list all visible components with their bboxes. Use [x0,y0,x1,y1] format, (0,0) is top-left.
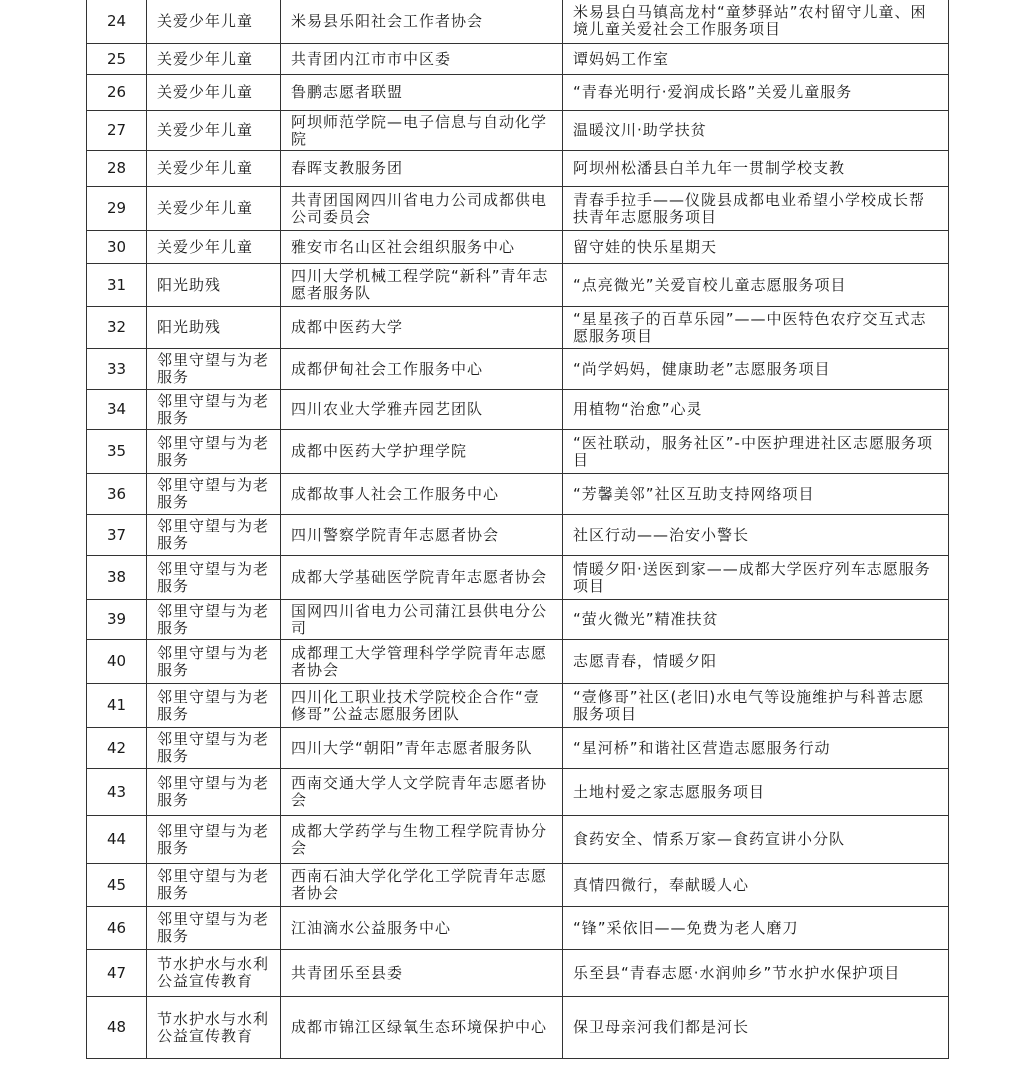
project-cell: 土地村爱之家志愿服务项目 [563,769,949,816]
category-cell: 邻里守望与为老服务 [147,390,281,430]
row-number: 40 [87,640,147,684]
row-number: 36 [87,474,147,515]
category-cell: 邻里守望与为老服务 [147,816,281,864]
row-number: 25 [87,44,147,75]
project-cell: 志愿青春，情暖夕阳 [563,640,949,684]
organization-cell: 四川农业大学雅卉园艺团队 [281,390,563,430]
organization-cell: 国网四川省电力公司蒲江县供电分公司 [281,600,563,640]
category-cell: 关爱少年儿童 [147,231,281,264]
table-row [87,349,949,390]
row-number: 39 [87,600,147,640]
table-row [87,430,949,474]
project-cell: 保卫母亲河我们都是河长 [563,997,949,1059]
table-row [87,864,949,907]
category-cell: 关爱少年儿童 [147,44,281,75]
organization-cell: 阿坝师范学院—电子信息与自动化学院 [281,111,563,151]
organization-cell: 四川警察学院青年志愿者协会 [281,515,563,556]
organization-cell: 共青团乐至县委 [281,950,563,997]
project-table [86,0,949,1059]
table-row [87,111,949,151]
project-cell: 谭妈妈工作室 [563,44,949,75]
category-cell: 邻里守望与为老服务 [147,474,281,515]
row-number: 32 [87,307,147,349]
row-number: 38 [87,556,147,600]
row-number: 30 [87,231,147,264]
category-cell: 节水护水与水利公益宣传教育 [147,997,281,1059]
table-row [87,907,949,950]
table-row [87,474,949,515]
row-number: 46 [87,907,147,950]
table-row [87,307,949,349]
project-cell: “青春光明行·爱润成长路”关爱儿童服务 [563,75,949,111]
category-cell: 邻里守望与为老服务 [147,864,281,907]
organization-cell: 雅安市名山区社会组织服务中心 [281,231,563,264]
table-body [87,0,949,1059]
category-cell: 邻里守望与为老服务 [147,728,281,769]
project-cell: 留守娃的快乐星期天 [563,231,949,264]
organization-cell: 江油滴水公益服务中心 [281,907,563,950]
category-cell: 邻里守望与为老服务 [147,556,281,600]
row-number: 33 [87,349,147,390]
organization-cell: 鲁鹏志愿者联盟 [281,75,563,111]
table-row [87,0,949,44]
category-cell: 阳光助残 [147,307,281,349]
category-cell: 关爱少年儿童 [147,151,281,187]
organization-cell: 四川大学机械工程学院“新科”青年志愿者服务队 [281,264,563,307]
category-cell: 邻里守望与为老服务 [147,684,281,728]
row-number: 43 [87,769,147,816]
organization-cell: 西南交通大学人文学院青年志愿者协会 [281,769,563,816]
table-row [87,556,949,600]
table-row [87,816,949,864]
category-cell: 关爱少年儿童 [147,0,281,44]
row-number: 45 [87,864,147,907]
row-number: 24 [87,0,147,44]
project-cell: “萤火微光”精准扶贫 [563,600,949,640]
row-number: 27 [87,111,147,151]
table-row [87,231,949,264]
category-cell: 邻里守望与为老服务 [147,640,281,684]
row-number: 34 [87,390,147,430]
organization-cell: 四川大学“朝阳”青年志愿者服务队 [281,728,563,769]
organization-cell: 春晖支教服务团 [281,151,563,187]
table-row [87,264,949,307]
category-cell: 邻里守望与为老服务 [147,907,281,950]
table-row [87,950,949,997]
row-number: 28 [87,151,147,187]
category-cell: 关爱少年儿童 [147,75,281,111]
table-row [87,997,949,1059]
project-cell: 青春手拉手——仪陇县成都电业希望小学校成长帮扶青年志愿服务项目 [563,187,949,231]
row-number: 47 [87,950,147,997]
table-row [87,44,949,75]
organization-cell: 西南石油大学化学化工学院青年志愿者协会 [281,864,563,907]
row-number: 37 [87,515,147,556]
row-number: 31 [87,264,147,307]
table-row [87,600,949,640]
project-cell: 温暖汶川·助学扶贫 [563,111,949,151]
organization-cell: 成都理工大学管理科学学院青年志愿者协会 [281,640,563,684]
organization-cell: 成都大学基础医学院青年志愿者协会 [281,556,563,600]
project-cell: 阿坝州松潘县白羊九年一贯制学校支教 [563,151,949,187]
project-cell: 用植物“治愈”心灵 [563,390,949,430]
category-cell: 邻里守望与为老服务 [147,769,281,816]
table-row [87,515,949,556]
project-cell: “壹修哥”社区(老旧)水电气等设施维护与科普志愿服务项目 [563,684,949,728]
organization-cell: 成都市锦江区绿氧生态环境保护中心 [281,997,563,1059]
row-number: 29 [87,187,147,231]
category-cell: 关爱少年儿童 [147,187,281,231]
row-number: 44 [87,816,147,864]
table-row [87,769,949,816]
project-cell: 真情四微行，奉献暖人心 [563,864,949,907]
category-cell: 邻里守望与为老服务 [147,600,281,640]
organization-cell: 共青团国网四川省电力公司成都供电公司委员会 [281,187,563,231]
project-cell: “星星孩子的百草乐园”——中医特色农疗交互式志愿服务项目 [563,307,949,349]
organization-cell: 成都中医药大学护理学院 [281,430,563,474]
table-row [87,75,949,111]
table-row [87,390,949,430]
organization-cell: 成都大学药学与生物工程学院青协分会 [281,816,563,864]
table-row [87,187,949,231]
table-row [87,684,949,728]
table-row [87,728,949,769]
project-cell: “医社联动，服务社区”-中医护理进社区志愿服务项目 [563,430,949,474]
organization-cell: 成都故事人社会工作服务中心 [281,474,563,515]
project-cell: “星河桥”和谐社区营造志愿服务行动 [563,728,949,769]
project-cell: 乐至县“青春志愿·水润帅乡”节水护水保护项目 [563,950,949,997]
category-cell: 邻里守望与为老服务 [147,349,281,390]
project-cell: “点亮微光”关爱盲校儿童志愿服务项目 [563,264,949,307]
row-number: 42 [87,728,147,769]
table-row [87,640,949,684]
category-cell: 节水护水与水利公益宣传教育 [147,950,281,997]
organization-cell: 成都伊甸社会工作服务中心 [281,349,563,390]
category-cell: 邻里守望与为老服务 [147,430,281,474]
organization-cell: 四川化工职业技术学院校企合作“壹修哥”公益志愿服务团队 [281,684,563,728]
row-number: 26 [87,75,147,111]
table-row [87,151,949,187]
project-cell: “芳馨美邻”社区互助支持网络项目 [563,474,949,515]
row-number: 48 [87,997,147,1059]
project-cell: “尚学妈妈，健康助老”志愿服务项目 [563,349,949,390]
row-number: 41 [87,684,147,728]
organization-cell: 共青团内江市市中区委 [281,44,563,75]
category-cell: 关爱少年儿童 [147,111,281,151]
project-cell: 米易县白马镇高龙村“童梦驿站”农村留守儿童、困境儿童关爱社会工作服务项目 [563,0,949,44]
organization-cell: 成都中医药大学 [281,307,563,349]
project-cell: 食药安全、情系万家—食药宣讲小分队 [563,816,949,864]
organization-cell: 米易县乐阳社会工作者协会 [281,0,563,44]
project-cell: 情暖夕阳·送医到家——成都大学医疗列车志愿服务项目 [563,556,949,600]
row-number: 35 [87,430,147,474]
project-cell: “锋”采依旧——免费为老人磨刀 [563,907,949,950]
project-cell: 社区行动——治安小警长 [563,515,949,556]
category-cell: 邻里守望与为老服务 [147,515,281,556]
category-cell: 阳光助残 [147,264,281,307]
